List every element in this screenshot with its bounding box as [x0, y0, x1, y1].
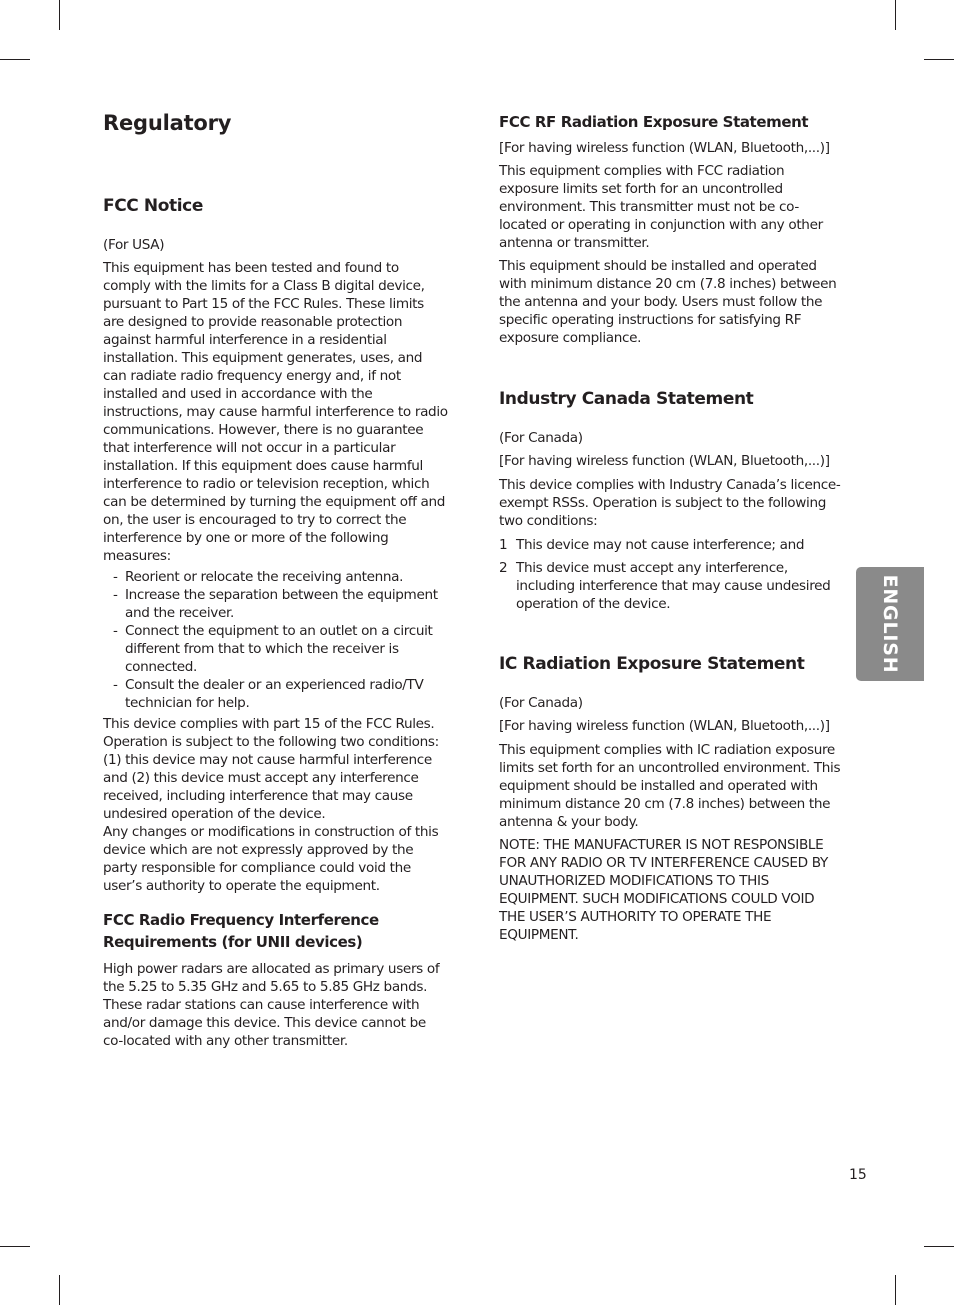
crop-mark	[924, 59, 954, 60]
measures-list	[103, 568, 448, 712]
industry-canada-scope: [For having wireless function (WLAN, Bluetooth,...)]	[499, 453, 830, 469]
list-item: - Consult the dealer or an experienced radio/TV technician for help.	[103, 676, 448, 712]
fcc-notice-paragraph: Any changes or modifications in construction of this device which are not expressly approved by the party responsible for compliance could void the user’s authority to operate the equipment.	[103, 824, 439, 894]
fcc-rf-scope: [For having wireless function (WLAN, Bluetooth,...)]	[499, 140, 830, 156]
fcc-rf-body	[499, 139, 841, 347]
crop-mark	[924, 1246, 954, 1247]
industry-canada-body	[499, 429, 841, 613]
list-item: - Reorient or relocate the receiving antenna.	[103, 568, 448, 586]
list-number: 1	[499, 537, 508, 553]
page-number: 15	[849, 1167, 867, 1183]
list-item	[499, 559, 841, 613]
industry-canada-paragraph: This device complies with Industry Canada’s licence-exempt RSSs. Operation is subject to the following two conditions:	[499, 477, 841, 529]
industry-canada-region: (For Canada)	[499, 430, 583, 446]
fcc-notice-heading: FCC Notice	[103, 196, 203, 216]
fcc-rf-paragraph: This equipment should be installed and operated with minimum distance 20 cm (7.8 inches) between the antenna and your body. Users must follow the specific operating instructions for satisfying RF exposure compliance.	[499, 258, 837, 346]
unii-heading: FCC Radio Frequency Interference Requirements (for UNII devices)	[103, 911, 379, 951]
fcc-rf-paragraph: This equipment complies with FCC radiation exposure limits set forth for an uncontrolled environment. This transmitter must not be co-located or operating in conjunction with any other antenna or transmitter.	[499, 163, 823, 251]
fcc-notice-region: (For USA)	[103, 237, 165, 253]
language-tab-label: ENGLISH	[879, 574, 901, 674]
crop-mark	[59, 1275, 60, 1305]
crop-mark	[59, 0, 60, 30]
ic-radiation-note: NOTE: THE MANUFACTURER IS NOT RESPONSIBLE FOR ANY RADIO OR TV INTERFERENCE CAUSED BY UNAUTHORIZED MODIFICATIONS TO THIS EQUIPMENT. SUCH MODIFICATIONS COULD VOID THE USER’S AUTHORITY TO OPERATE THE EQUIPMENT.	[499, 837, 828, 943]
ic-radiation-paragraph: This equipment complies with IC radiation exposure limits set forth for an uncontrolled environment. This equipment should be installed and operated with minimum distance 20 cm (7.8 inches) between the antenna & your body.	[499, 742, 841, 830]
list-number: 2	[499, 560, 508, 576]
crop-mark	[0, 1246, 30, 1247]
fcc-notice-paragraph: This device complies with part 15 of the FCC Rules. Operation is subject to the following two conditions: (1) this device may not cause harmful interference and (2) this device must accept any interference received, including interference that may cause undesired operation of the device.	[103, 716, 439, 822]
conditions-list	[499, 536, 841, 613]
ic-radiation-scope: [For having wireless function (WLAN, Bluetooth,...)]	[499, 718, 830, 734]
ic-radiation-heading: IC Radiation Exposure Statement	[499, 654, 805, 674]
crop-mark	[895, 0, 896, 30]
list-item: - Increase the separation between the equipment and the receiver.	[103, 586, 448, 622]
fcc-notice-body	[103, 236, 448, 895]
fcc-notice-paragraph: This equipment has been tested and found to comply with the limits for a Class B digital device, pursuant to Part 15 of the FCC Rules. These limits are designed to provide reasonable protection against harmful interference in a residential installation. This equipment generates, uses, and can radiate radio frequency energy and, if not installed and used in accordance with the instructions, may cause harmful interference to radio communications. However, there is no guarantee that interference will not occur in a particular installation. If this equipment does cause harmful interference to radio or television reception, which can be determined by turning the equipment off and on, the user is encouraged to try to correct the interference by one or more of the following measures:	[103, 260, 448, 564]
crop-mark	[895, 1275, 896, 1305]
list-item	[499, 536, 841, 554]
ic-radiation-body	[499, 694, 841, 944]
list-text: This device must accept any interference, including interference that may cause undesired operation of the device.	[516, 560, 831, 612]
page-title: Regulatory	[103, 111, 232, 135]
list-text: This device may not cause interference; and	[516, 537, 805, 553]
unii-paragraph: High power radars are allocated as primary users of the 5.25 to 5.35 GHz and 5.65 to 5.85 GHz bands. These radar stations can cause interference with and/or damage this device. This device cannot be co-located with any other transmitter.	[103, 961, 440, 1049]
ic-radiation-region: (For Canada)	[499, 695, 583, 711]
list-item: - Connect the equipment to an outlet on a circuit different from that to which the receiver is connected.	[103, 622, 448, 676]
industry-canada-heading: Industry Canada Statement	[499, 389, 754, 409]
fcc-rf-heading: FCC RF Radiation Exposure Statement	[499, 113, 809, 131]
crop-mark	[0, 59, 30, 60]
language-tab	[856, 567, 924, 681]
